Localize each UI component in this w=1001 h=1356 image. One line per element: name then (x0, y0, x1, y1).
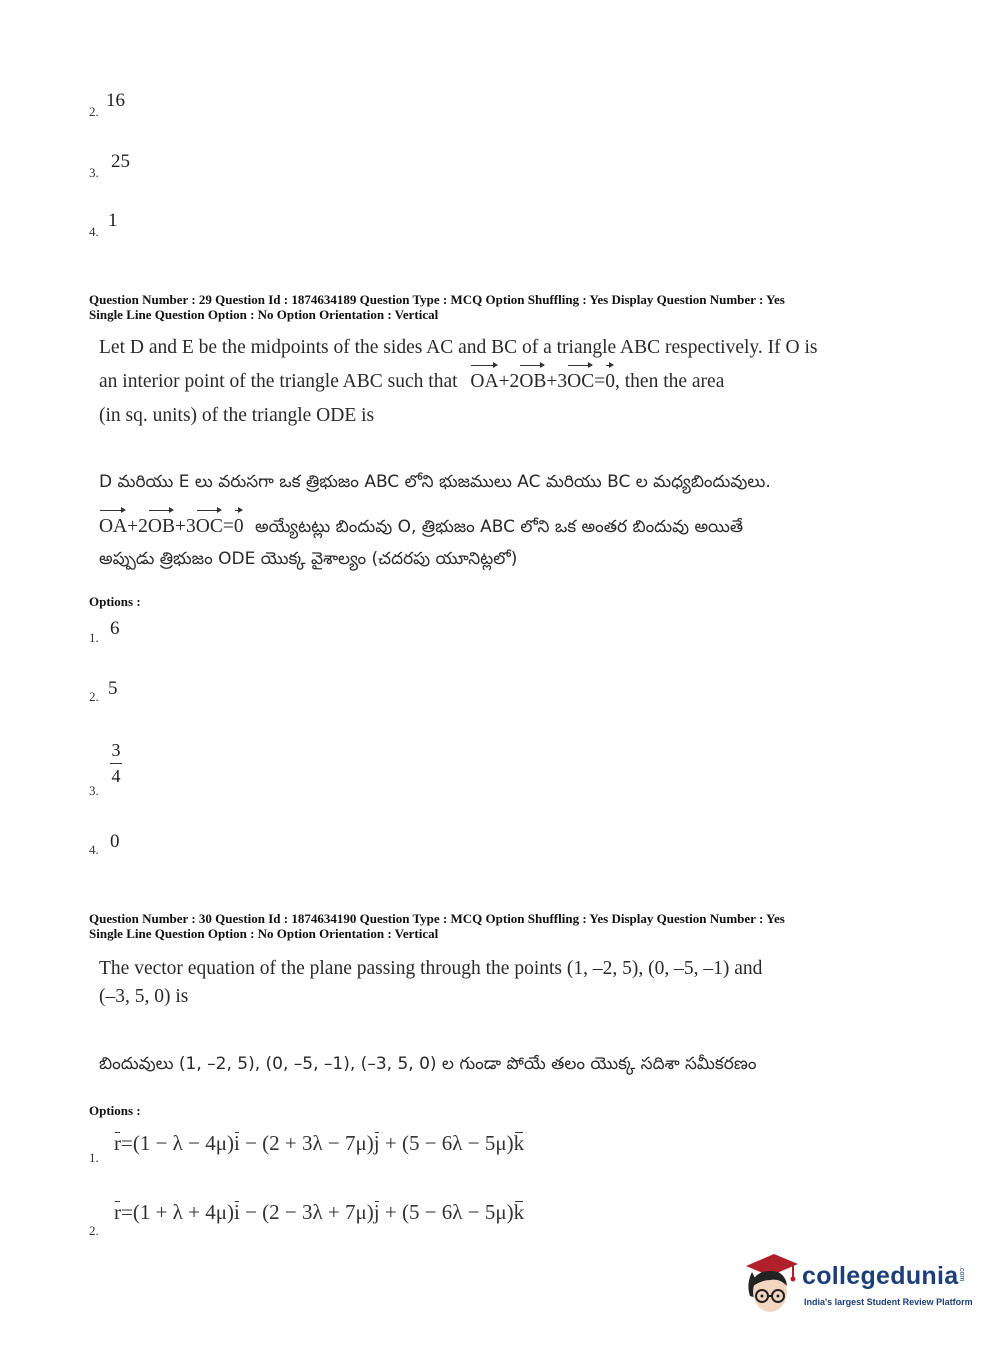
question-text-part: , then the area (615, 371, 725, 392)
eq-part: + (5 − 6λ − 5μ) (379, 1131, 514, 1155)
unit-vector-k: k (513, 1131, 525, 1155)
unit-vector-i: i (233, 1131, 240, 1155)
option-value: 16 (106, 90, 125, 111)
question-text-part: an interior point of the triangle ABC such that (99, 371, 458, 392)
telugu-text-line2 (99, 510, 743, 544)
vector-r: r (114, 1200, 121, 1224)
unit-vector-j: j (373, 1131, 380, 1155)
eq-plus-2: +2 (498, 371, 520, 392)
fraction-numerator: 3 (111, 740, 121, 760)
mascot-icon (740, 1250, 800, 1316)
option-number: 3. (89, 783, 99, 798)
question-meta-line2: Single Line Question Option : No Option Orientation : Vertical (89, 926, 439, 941)
option-number: 3. (89, 165, 99, 180)
question-text-line2: (–3, 5, 0) is (99, 986, 189, 1007)
telugu-text-line1: D మరియు E లు వరుసగా ఒక త్రిభుజం ABC లోని భుజములు AC మరియు BC ల మధ్యబిందువులు. (99, 472, 771, 492)
unit-vector-i: i (233, 1200, 240, 1224)
question-meta-line1: Question Number : 30 Question Id : 1874634190 Question Type : MCQ Option Shuffling : Yes Display Question Number : Yes (89, 911, 785, 926)
eq-part: − (2 + 3λ − 7μ) (239, 1131, 374, 1155)
option-number: 2. (89, 689, 99, 704)
option-number: 1. (89, 630, 99, 645)
option-number: 2. (89, 1223, 99, 1238)
vector-equation (470, 371, 615, 392)
telugu-text-line1: బిందువులు (1, –2, 5), (0, –5, –1), (–3, 5, 0) ల గుండా పోయే తలం యొక్క సదిశా సమీకరణం (99, 1054, 757, 1074)
option-number: 1. (89, 1150, 99, 1165)
vector-OA: OA (470, 365, 498, 399)
logo-tagline: India's largest Student Review Platform (804, 1297, 973, 1307)
unit-vector-j: j (373, 1200, 380, 1224)
options-label: Options : (89, 594, 141, 609)
telugu-text-part: అయ్యేటట్లు బిందువు O, త్రిభుజం ABC లోని ఒక అంతర బిందువు అయితే (255, 517, 744, 537)
option-value: 25 (111, 151, 130, 172)
option-equation (114, 1200, 524, 1225)
question-text-line1: Let D and E be the midpoints of the sides AC and BC of a triangle ABC respectively. If O is (99, 337, 818, 358)
eq-part: − (2 − 3λ + 7μ) (239, 1200, 374, 1224)
options-label: Options : (89, 1103, 141, 1118)
question-text-line2 (99, 365, 724, 399)
logo-com: .com (958, 1266, 965, 1282)
option-value: 1 (108, 210, 118, 231)
question-meta-line2: Single Line Question Option : No Option Orientation : Vertical (89, 307, 439, 322)
question-text-line1: The vector equation of the plane passing through the points (1, –2, 5), (0, –5, –1) and (99, 958, 763, 979)
eq-part: =(1 + λ + 4μ) (121, 1200, 234, 1224)
unit-vector-k: k (513, 1200, 525, 1224)
option-number: 2. (89, 104, 99, 119)
question-text-line3: (in sq. units) of the triangle ODE is (99, 405, 375, 426)
vector-zero: 0 (234, 510, 244, 544)
telugu-text-line3: అప్పుడు త్రిభుజం ODE యొక్క వైశాల్యం (చదరపు యూనిట్లలో) (99, 549, 518, 569)
eq-plus-2: +2 (127, 516, 148, 537)
vector-equation (99, 516, 244, 537)
eq-part: =(1 − λ − 4μ) (121, 1131, 234, 1155)
vector-OC: OC (567, 365, 594, 399)
option-value: 6 (110, 618, 120, 639)
vector-OC: OC (196, 510, 223, 544)
option-equation (114, 1131, 524, 1156)
eq-equals: = (222, 516, 234, 537)
vector-OB: OB (148, 510, 175, 544)
fraction (110, 740, 122, 787)
eq-plus-3: +3 (175, 516, 196, 537)
question-meta-line1: Question Number : 29 Question Id : 1874634189 Question Type : MCQ Option Shuffling : Yes Display Question Number : Yes (89, 292, 785, 307)
fraction-bar (110, 763, 122, 764)
fraction-denominator: 4 (111, 766, 121, 787)
vector-OA: OA (99, 510, 127, 544)
eq-part: + (5 − 6λ − 5μ) (379, 1200, 514, 1224)
eq-plus-3: +3 (546, 371, 568, 392)
logo-name: collegedunia (802, 1262, 959, 1290)
option-value: 0 (110, 831, 120, 852)
vector-OB: OB (519, 365, 546, 399)
vector-r: r (114, 1131, 121, 1155)
collegedunia-logo[interactable] (740, 1250, 973, 1320)
vector-zero: 0 (605, 365, 615, 399)
option-number: 4. (89, 842, 99, 857)
eq-equals: = (594, 371, 606, 392)
option-number: 4. (89, 224, 99, 239)
option-value: 5 (108, 678, 118, 699)
